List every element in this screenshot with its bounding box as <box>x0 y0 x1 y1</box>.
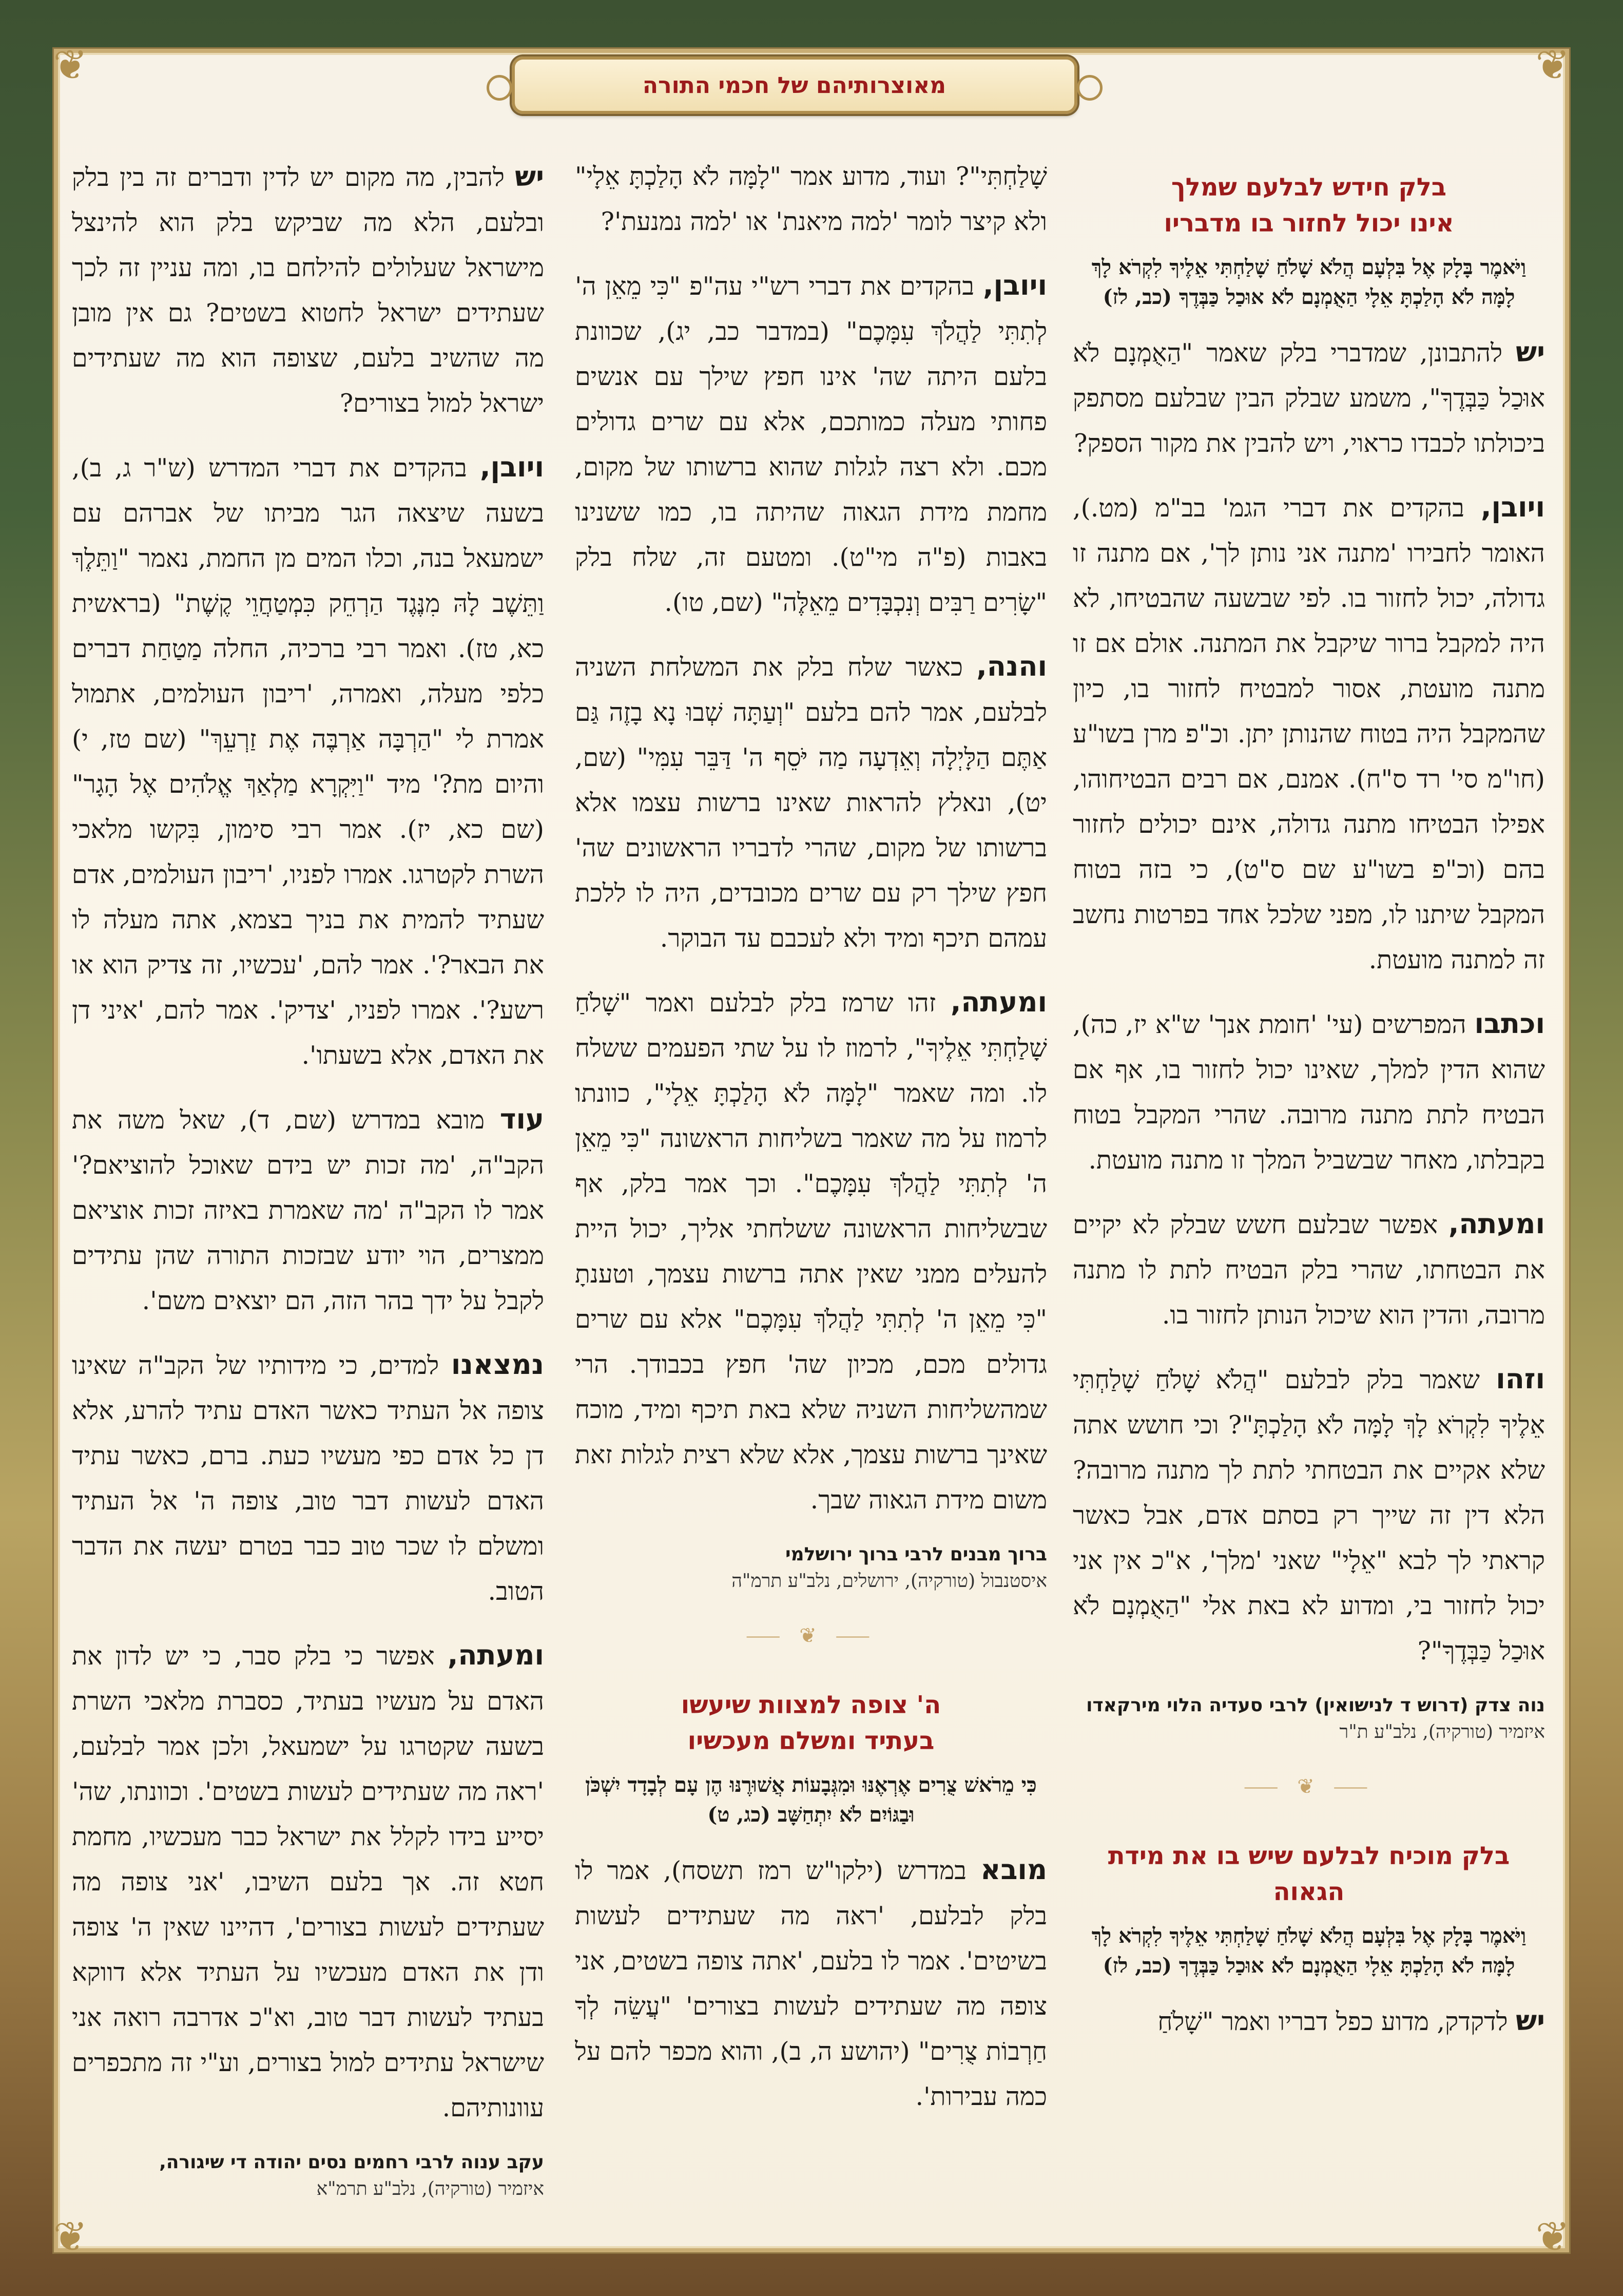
lead-word: עוד <box>499 1103 544 1135</box>
paragraph <box>1073 1001 1545 1183</box>
corner-ornament-icon: ❦ <box>53 41 88 89</box>
paragraph <box>1073 1998 1545 2044</box>
corner-ornament-icon: ❦ <box>1535 2213 1570 2261</box>
article-title-line: בלק חידש לבלעם שמלך <box>1171 173 1447 202</box>
paragraph <box>1073 1201 1545 1338</box>
lead-word: ויובן, <box>983 269 1047 301</box>
paragraph-text: במדרש (ילקו"ש רמז תשסח), אמר לו בלק לבלעם, 'ראה מה שעתידים לעשות בשיטים'. אמר לו בלעם, 'אתה צופה בשטים, אני צופה מה שעתידים לעשות בצורים' "עֲשֵׂה לְךָ חַרְבוֹת צֻרִים" (יהושע ה, ב), והוא מכפר להם על כמה עבירות'. <box>575 1856 1047 2111</box>
lead-word: יש <box>515 160 544 193</box>
paragraph-text: המפרשים (עי' 'חומת אנך' ש"א יז, כה), שהוא הדין למלך, שאינו יכול לחזור בו, אף אם הבטיח לתת מתנה מרובה. שהרי המקבל בטוח בקבלתו, מאחר שבשביל המלך זו מתנה מועטת. <box>1073 1010 1545 1175</box>
article-title <box>575 1687 1047 1759</box>
article-title: בלק מוכיח לבלעם שיש בו את מידת הגאוה <box>1108 1842 1510 1906</box>
lead-word: והנה, <box>976 650 1047 682</box>
verse-quote: כִּי מֵרֹאשׁ צֻרִים אֶרְאֶנּוּ וּמִגְּבָעוֹת אֲשׁוּרֶנּוּ הֶן עָם לְבָדָד יִשְׁכֹּן וּבַגּוֹיִם לֹא יִתְחַשָּׁב (כג, ט) <box>585 1773 1037 1827</box>
corner-ornament-icon: ❦ <box>53 2213 88 2261</box>
left-column <box>72 154 544 2218</box>
lead-word: ומעתה, <box>1448 1208 1545 1240</box>
lead-word: יש <box>1516 336 1545 368</box>
paragraph-text: להבין, מה מקום יש לדין ודברים זה בין בלק ובלעם, הלא מה שביקש בלק הוא להינצל מישראל שעלולים להילחם בו, ומה עניין זה לכך שעתידים ישראל לחטוא בשטים? גם אין מובן מה שהשיב בלעם, שצופה הוא מה שעתידים ישראל למול בצורים? <box>72 163 544 418</box>
paragraph-text: להתבונן, שמדברי בלק שאמר "הַאֻמְנָם לֹא אוּכַל כַּבְּדֶךָ", משמע שבלק הבין שבלעם מסתפק ביכולתו לכבדו כראוי, ויש להבין את מקור הספק? <box>1073 338 1545 458</box>
divider-ornament-icon: ⸺ ❦ ⸺ <box>1243 1775 1375 1798</box>
article-title-line: בעתיד ומשלם מעכשיו <box>687 1727 935 1755</box>
paragraph <box>1073 330 1545 466</box>
paragraph-text: לדקדק, מדוע כפל דבריו ואמר "שָׁלֹחַ <box>1157 2007 1508 2036</box>
paragraph-text: מובא במדרש (שם, ד), שאל משה את הקב"ה, 'מה זכות יש בידם שאוכל להוציאם?' אמר לו הקב"ה 'מה שאמרת באיזה זכות אוציאם ממצרים, הוי יודע שבזכות התורה שהן עתידים לקבל על ידך בהר הזה, הם יוצאים משם'. <box>72 1105 544 1315</box>
paragraph <box>72 1633 544 2131</box>
header-banner <box>500 47 1088 123</box>
paragraph <box>72 154 544 426</box>
source-signature: ברוך מבנים לרבי ברוך ירושלמי <box>785 1544 1047 1565</box>
source-signature: עקב ענוה לרבי רחמים נסים יהודה די שיגורה, <box>159 2152 544 2173</box>
paragraph <box>1073 485 1545 983</box>
scroll-ornament-icon <box>487 75 512 101</box>
lead-word: וזהו <box>1496 1363 1545 1395</box>
source-signature: נוה צדק (דרוש ד לנישואין) לרבי סעדיה הלוי מירקאדו <box>1086 1695 1545 1716</box>
right-column <box>1073 154 1545 2218</box>
paragraph <box>575 644 1047 961</box>
article-title-line: ה' צופה למצוות שיעשו <box>681 1691 941 1719</box>
source-location: איזמיר (טורקיה), נלב"ע תרמ"א <box>316 2178 544 2199</box>
verse-quote: וַיֹּאמֶר בָּלָק אֶל בִּלְעָם הֲלֹא שָׁלֹחַ שָׁלַחְתִּי אֵלֶיךָ לִקְרֹא לָךְ לָמָּה לֹא הָלַכְתָּ אֵלָי הַאֻמְנָם לֹא אוּכַל כַּבְּדֶךָ (כב, לז) <box>1091 1924 1527 1978</box>
paragraph <box>575 1847 1047 2119</box>
paragraph-text: זהו שרמז בלק לבלעם ואמר "שָׁלֹחַ שָׁלַחְתִּי אֵלֶיךָ", לרמוז לו על שתי הפעמים ששלח לו. ומה שאמר "לָמָּה לֹא הָלַכְתָּ אֵלָי", כוונתו לרמוז על מה שאמר בשליחות הראשונה "כִּי מֵאֵן ה' לְתִתִּי לַהֲלֹךְ עִמָּכֶם". וכך אמר בלק, אף שבשליחות הראשונה ששלחתי אליך, יכול היית להעלים ממני שאין אתה ברשות עצמך, וטענתָ "כִּי מֵאֵן ה' לְתִתִּי לַהֲלֹךְ עִמָּכֶם" אלא עם שרים גדולים מכם, מכיון שה' חפץ בכבודך. הרי שמהשליחות השניה שלא באת תיכף ומיד, מוכח שאינך ברשות עצמך, אלא שלא רצית לגלות זאת משום מידת הגאוה שבך. <box>575 988 1047 1515</box>
paragraph <box>575 263 1047 625</box>
paragraph <box>72 1097 544 1324</box>
lead-word: ומעתה, <box>447 1639 544 1671</box>
lead-word: ומעתה, <box>950 986 1047 1018</box>
article-title-line: אינו יכול לחזור בו מדבריו <box>1164 209 1454 238</box>
source-location: איסטנבול (טורקיה), ירושלים, נלב"ע תרמ"ה <box>731 1571 1047 1592</box>
corner-ornament-icon: ❦ <box>1535 41 1570 89</box>
paragraph-text: אפשר שבלעם חשש שבלק לא יקיים את הבטחתו, שהרי בלק הבטיח לתת לו מתנה מרובה, והדין הוא שיכול הנותן לחזור בו. <box>1073 1210 1545 1330</box>
verse-quote: וַיֹּאמֶר בָּלָק אֶל בִּלְעָם הֲלֹא שָׁלֹחַ שָׁלַחְתִּי אֵלֶיךָ לִקְרֹא לָךְ לָמָּה לֹא הָלַכְתָּ אֵלָי הַאֻמְנָם לֹא אוּכַל כַּבְּדֶךָ (כב, לז) <box>1091 255 1527 309</box>
paragraph-text: בהקדים את דברי רש"י עה"פ "כִּי מֵאֵן ה' לְתִתִּי לַהֲלֹךְ עִמָּכֶם" (במדבר כב, יג), שכוונת בלעם היתה שה' אינו חפץ שילך עם אנשים פחותי מעלה כמותכם, אלא עם שרים גדולים מכם. ולא רצה לגלות שהוא ברשותו של מקום, מחמת מידת הגאוה שהיתה בו, כמו ששנינו באבות (פ"ה מי"ט). ומטעם זה, שלח בלק "שָׂרִים רַבִּים וְנִכְבָּדִים מֵאֵלֶּה" (שם, טו). <box>575 272 1047 617</box>
paragraph-text: אפשר כי בלק סבר, כי יש לדון את האדם על מעשיו בעתיד, כסברת מלאכי השרת בשעה שקטרגו על ישמעאל, ולכן אמר לבלעם, 'ראה מה שעתידים לעשות בשטים'. וכוונתו, שה' יסייע בידו לקלל את ישראל כבר מעכשיו, מחמת חטא זה. אך בלעם השיבו, 'אני צופה מה שעתידים לעשות בצורים', דהיינו שאין ה' צופה ודן את האדם מעכשיו על העתיד אלא דווקא בעתיד לעשות דבר טוב, וא"כ אדרבה רואה אני שישראל עתידים למול בצורים, וע"י זה מתכפרים עוונותיהם. <box>72 1641 544 2122</box>
source-location: איזמיר (טורקיה), נלב"ע ת"ר <box>1339 1721 1545 1743</box>
scroll-ornament-icon <box>1077 75 1103 101</box>
lead-word: מובא <box>980 1853 1047 1886</box>
divider-ornament-icon: ⸺ ❦ ⸺ <box>745 1624 877 1648</box>
middle-column <box>575 154 1047 2218</box>
page-title: מאוצרותיהם של חכמי התורה <box>642 72 946 99</box>
paragraph-text: בהקדים את דברי הגמ' בב"מ (מט.), האומר לחבירו 'מתנה אני נותן לך', אם מתנה זו גדולה, יכול לחזור בו. לפי שבשעה שהבטיחו, לא היה למקבל ברור שיקבל את המתנה. אולם אם זו מתנה מועטת, אסור למבטיח לחזור בו, כיון שהמקבל היה בטוח שהנותן יתן. וכ"פ מרן בשו"ע (חו"מ סי' רד ס"ח). אמנם, אם רבים הבטיחוהו, אפילו הבטיחו מתנה גדולה, אינם יכולים לחזור בהם (וכ"פ בשו"ע שם ס"ט), כי בזה בטוח המקבל שיתנו לו, מפני שלכל אחד בפרטות נחשב זה למתנה מועטת. <box>1073 493 1545 974</box>
article-title <box>1073 169 1545 241</box>
lead-word: נמצאנו <box>451 1348 544 1381</box>
lead-word: ויובן, <box>480 451 544 483</box>
lead-word: ויובן, <box>1481 491 1545 523</box>
paragraph <box>575 154 1047 244</box>
paragraph-text: בהקדים את דברי המדרש (ש"ר ג, ב), בשעה שיצאה הגר מביתו של אברהם עם ישמעאל בנה, וכלו המים מן החמת, נאמר "וַתֵּלֶךְ וַתֵּשֶׁב לָהּ מִנֶּגֶד הַרְחֵק כִּמְטַחֲוֵי קֶשֶׁת" (בראשית כא, טז). ואמר רבי ברכיה, החלה מַטַחַת דברים כלפי מעלה, ואמרה, 'ריבון העולמים, אתמול אמרת לי "הַרְבָּה אַרְבֶּה אֶת זַרְעֵךְ" (שם טז, י) והיום מת?' מיד "וַיִּקְרָא מַלְאַךְ אֱלֹהִים אֶל הָגָר" (שם כא, יז). אמר רבי סימון, בִּקשו מלאכי השרת לקטרגו. אמרו לפניו, 'ריבון העולמים, אדם שעתיד להמית את בניך בצמא, אתה מעלה לו את הבאר?'. אמר להם, 'עכשיו, זה צדיק הוא או רשע?'. אמרו לפניו, 'צדיק'. אמר להם, 'איני דן את האדם, אלא בשעתו'. <box>72 453 544 1070</box>
paragraph <box>72 1342 544 1614</box>
lead-word: וכתבו <box>1474 1007 1545 1040</box>
paragraph <box>575 980 1047 1523</box>
banner-plate <box>512 56 1077 114</box>
lead-word: יש <box>1516 2004 1545 2037</box>
paragraph <box>1073 1356 1545 1674</box>
paragraph-text: שאמר בלק לבלעם "הֲלֹא שָׁלֹחַ שָׁלַחְתִּי אֵלֶיךָ לִקְרֹא לָךְ לָמָּה לֹא הָלַכְתָּ"? וכי חושש אתה שלא אקיים את הבטחתי לתת לך מתנה מרובה? הלא דין זה שייך רק בסתם אדם, אבל כאשר קראתי לך לבא "אֵלָי" שאני 'מלך', א"כ אין אני יכול לחזור בי, ומדוע לא באת אלי "הַאֻמְנָם לֹא אוּכַל כַּבְּדֶךָ"? <box>1073 1365 1545 1666</box>
paragraph-text: כאשר שלח בלק את המשלחת השניה לבלעם, אמר להם בלעם "וְעַתָּה שְׁבוּ נָא בָזֶה גַּם אַתֶּם הַלָּיְלָה וְאֵדְעָה מַה יֹּסֵף ה' דַּבֵּר עִמִּי" (שם, יט), ונאלץ להראות שאינו ברשות עצמו אלא ברשותו של מקום, שהרי לדבריו הראשונים שה' חפץ שילך רק עם שרים מכובדים, היה לו ללכת עמהם תיכף ומיד ולא לעכבם עד הבוקר. <box>575 653 1047 953</box>
paragraph-text: שָׁלַחְתִּי"? ועוד, מדוע אמר "לָמָּה לֹא הָלַכְתָּ אֵלָי" ולא קיצר לומר 'למה מיאנת' או 'למה נמנעת'? <box>575 162 1047 236</box>
paragraph-text: למדים, כי מידותיו של הקב"ה שאינו צופה אל העתיד כאשר האדם עתיד להרע, אלא דן כל אדם כפי מעשיו כעת. ברם, כאשר עתיד האדם לעשות דבר טוב, צופה ה' אל העתיד ומשלם לו שכר טוב כבר בטרם יעשה את הדבר הטוב. <box>72 1351 544 1606</box>
paragraph <box>72 445 544 1078</box>
